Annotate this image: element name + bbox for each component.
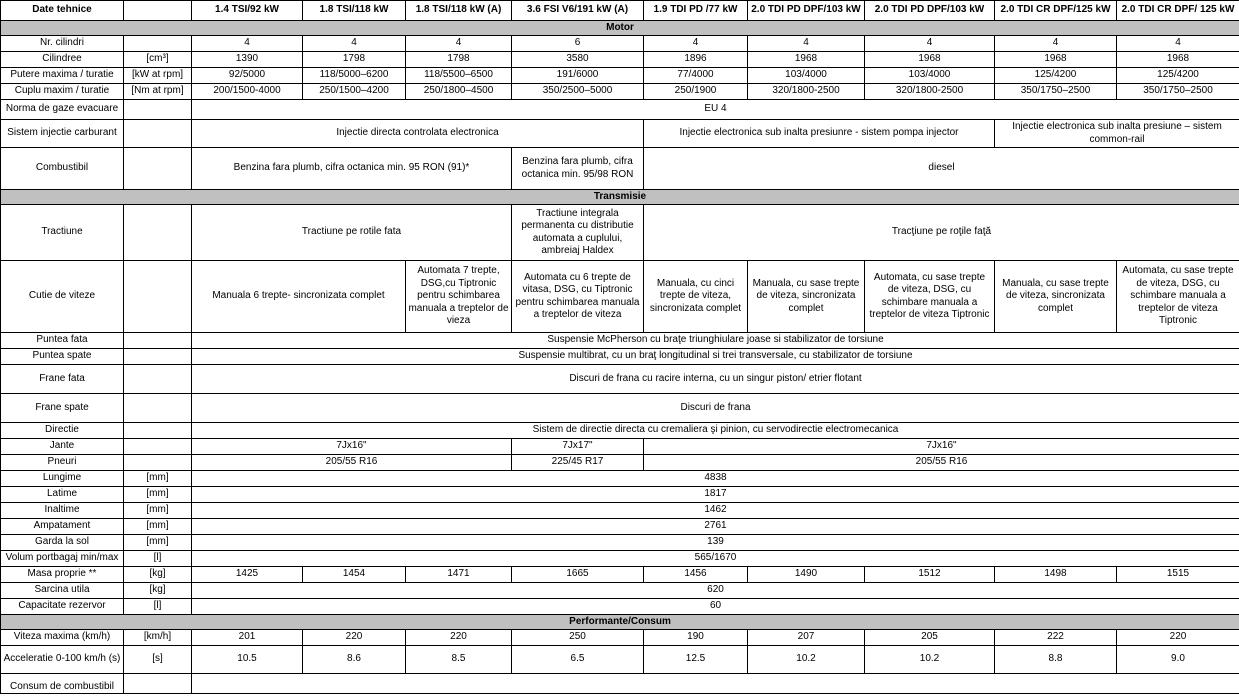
cell-merged: 139 [192,535,1239,551]
column-header: 1.4 TSI/92 kW [192,1,303,21]
cell: 8.5 [406,646,512,674]
row-label: Cuplu maxim / turatie [1,84,124,100]
row-label: Directie [1,423,124,439]
cell: 8.6 [303,646,406,674]
cell: 4 [865,36,995,52]
table-row [1,630,1239,646]
cell: 1968 [865,52,995,68]
cell: Tractiune integrala permanenta cu distributie automata a cuplului, ambreiaj Haldex [512,205,644,261]
cell: 250 [512,630,644,646]
cell-merged: Tracţiune pe roţile faţă [644,205,1239,261]
table-row [1,551,1239,567]
table-row [1,148,1239,190]
cell-merged: 205/55 R16 [192,455,512,471]
row-label: Tractiune [1,205,124,261]
cell: 1665 [512,567,644,583]
table-row [1,120,1239,148]
cell: 6.5 [512,646,644,674]
cell: Automata cu 6 trepte de vitasa, DSG, cu Tiptronic pentru schimbarea manuala a treptelor de viteza [512,261,644,333]
cell: 6 [512,36,644,52]
cell: 250/1900 [644,84,748,100]
row-label: Lungime [1,471,124,487]
header-unit-cell [124,1,192,21]
cell: 1798 [303,52,406,68]
row-label: Capacitate rezervor [1,599,124,615]
column-header: 1.9 TDI PD /77 kW [644,1,748,21]
cell: 4 [995,36,1117,52]
cell: 118/5000–6200 [303,68,406,84]
table-row [1,84,1239,100]
cell: 12.5 [644,646,748,674]
cell: 220 [1117,630,1239,646]
table-row [1,394,1239,423]
cell: 7Jx17" [512,439,644,455]
section-title-motor: Motor [1,21,1239,36]
row-label: Jante [1,439,124,455]
cell-merged: 2761 [192,519,1239,535]
cell: 1968 [995,52,1117,68]
cell: 320/1800-2500 [865,84,995,100]
table-row [1,646,1239,674]
cell: 201 [192,630,303,646]
cell: 125/4200 [1117,68,1239,84]
row-unit: [mm] [124,503,192,519]
row-unit [124,148,192,190]
cell: 77/4000 [644,68,748,84]
cell: 125/4200 [995,68,1117,84]
table-row [1,535,1239,551]
row-label: Masa proprie ** [1,567,124,583]
row-unit: [Nm at rpm] [124,84,192,100]
cell-merged: Suspensie multibrat, cu un braţ longitudinal si trei transversale, cu stabilizator de torsiune [192,349,1239,365]
row-label: Puntea fata [1,333,124,349]
cell: 4 [406,36,512,52]
section-row [1,615,1239,630]
cell-merged: Tractiune pe rotile fata [192,205,512,261]
cell: 92/5000 [192,68,303,84]
row-label: Sarcina utila [1,583,124,599]
cell-merged: Discuri de frana [192,394,1239,423]
table-row [1,503,1239,519]
cell-merged: 7Jx16" [192,439,512,455]
cell-merged: Injectie electronica sub inalta presiunre - sistem pompa injector [644,120,995,148]
row-unit [124,439,192,455]
cell: 1512 [865,567,995,583]
cell: 10.2 [748,646,865,674]
row-label: Combustibil [1,148,124,190]
cell-merged: Benzina fara plumb, cifra octanica min. 95 RON (91)* [192,148,512,190]
cell: 3580 [512,52,644,68]
row-unit [124,261,192,333]
table-row [1,52,1239,68]
table-row [1,599,1239,615]
cell: 200/1500-4000 [192,84,303,100]
cell-merged: 565/1670 [192,551,1239,567]
row-unit [124,100,192,120]
cell-merged [192,674,1239,694]
cell-merged: Discuri de frana cu racire interna, cu un singur piston/ etrier flotant [192,365,1239,394]
row-unit [124,120,192,148]
cell: 220 [406,630,512,646]
row-label: Pneuri [1,455,124,471]
cell: 103/4000 [748,68,865,84]
table-row [1,674,1239,694]
cell-merged: 1817 [192,487,1239,503]
table-row [1,487,1239,503]
row-unit: [mm] [124,487,192,503]
cell: 1798 [406,52,512,68]
row-unit: [km/h] [124,630,192,646]
table-row [1,567,1239,583]
table-row [1,68,1239,84]
cell: 10.5 [192,646,303,674]
row-unit: [cm³] [124,52,192,68]
cell: 4 [1117,36,1239,52]
cell-merged: Injectie electronica sub inalta presiune – sistem common-rail [995,120,1239,148]
row-unit [124,423,192,439]
table-row [1,261,1239,333]
cell: 320/1800-2500 [748,84,865,100]
row-unit: [kW at rpm] [124,68,192,84]
table-row [1,455,1239,471]
cell-merged: EU 4 [192,100,1239,120]
row-unit [124,349,192,365]
cell: 250/1500–4200 [303,84,406,100]
row-unit [124,394,192,423]
table-row [1,365,1239,394]
row-unit: [kg] [124,567,192,583]
cell: 1968 [748,52,865,68]
row-label: Putere maxima / turatie [1,68,124,84]
column-header: 2.0 TDI CR DPF/ 125 kW [1117,1,1239,21]
row-label: Volum portbagaj min/max [1,551,124,567]
row-label: Puntea spate [1,349,124,365]
cell: 222 [995,630,1117,646]
table-row [1,439,1239,455]
row-unit [124,205,192,261]
cell: 103/4000 [865,68,995,84]
row-unit [124,674,192,694]
row-unit: [s] [124,646,192,674]
section-row [1,190,1239,205]
cell: 10.2 [865,646,995,674]
cell-merged: Manuala 6 trepte- sincronizata complet [192,261,406,333]
cell: 1968 [1117,52,1239,68]
table-row [1,349,1239,365]
row-label: Garda la sol [1,535,124,551]
cell-merged: Injectie directa controlata electronica [192,120,644,148]
column-header: 2.0 TDI CR DPF/125 kW [995,1,1117,21]
cell-merged: 4838 [192,471,1239,487]
row-label: Latime [1,487,124,503]
column-header: 2.0 TDI PD DPF/103 kW [748,1,865,21]
cell: 4 [748,36,865,52]
row-unit [124,333,192,349]
cell: 9.0 [1117,646,1239,674]
cell: Benzina fara plumb, cifra octanica min. 95/98 RON [512,148,644,190]
row-label: Norma de gaze evacuare [1,100,124,120]
cell: 205 [865,630,995,646]
cell: Automata 7 trepte, DSG,cu Tiptronic pentru schimbarea manuala a treptelor de vieza [406,261,512,333]
column-header: 3.6 FSI V6/191 kW (A) [512,1,644,21]
row-unit [124,36,192,52]
cell: 1425 [192,567,303,583]
cell: 350/1750–2500 [1117,84,1239,100]
table-row [1,36,1239,52]
row-label: Sistem injectie carburant [1,120,124,148]
cell: Manuala, cu sase trepte de viteza, sincronizata complet [995,261,1117,333]
cell: 225/45 R17 [512,455,644,471]
row-unit: [l] [124,551,192,567]
cell: 118/5500–6500 [406,68,512,84]
cell: 4 [644,36,748,52]
table-row [1,205,1239,261]
row-unit: [mm] [124,471,192,487]
cell: 350/2500–5000 [512,84,644,100]
cell-merged: 1462 [192,503,1239,519]
cell: 1471 [406,567,512,583]
cell-merged: 205/55 R16 [644,455,1239,471]
section-title-transmisie: Transmisie [1,190,1239,205]
cell: 220 [303,630,406,646]
table-row [1,519,1239,535]
cell: 1498 [995,567,1117,583]
cell-merged: 7Jx16" [644,439,1239,455]
cell: Automata, cu sase trepte de viteza, DSG, cu schimbare manuala a treptelor de viteza Tiptronic [1117,261,1239,333]
cell-merged: 620 [192,583,1239,599]
row-unit: [l] [124,599,192,615]
column-header: 1.8 TSI/118 kW [303,1,406,21]
cell-merged: 60 [192,599,1239,615]
row-unit: [mm] [124,535,192,551]
cell: 1390 [192,52,303,68]
section-title-performante: Performante/Consum [1,615,1239,630]
row-label: Acceleratie 0-100 km/h (s) [1,646,124,674]
row-label: Nr. cilindri [1,36,124,52]
cell: 1515 [1117,567,1239,583]
cell: 207 [748,630,865,646]
cell: 1896 [644,52,748,68]
header-row [1,1,1239,21]
cell: 350/1750–2500 [995,84,1117,100]
table-row [1,333,1239,349]
row-label: Frane spate [1,394,124,423]
row-label: Frane fata [1,365,124,394]
row-label: Consum de combustibil [1,674,124,694]
row-label: Ampatament [1,519,124,535]
cell: 1490 [748,567,865,583]
header-title: Date tehnice [1,1,124,21]
cell: 1454 [303,567,406,583]
row-unit [124,365,192,394]
row-unit: [mm] [124,519,192,535]
row-label: Cutie de viteze [1,261,124,333]
table-row [1,423,1239,439]
table-row [1,100,1239,120]
cell: 1456 [644,567,748,583]
section-row [1,21,1239,36]
cell: Manuala, cu cinci trepte de viteza, sincronizata complet [644,261,748,333]
row-label: Viteza maxima (km/h) [1,630,124,646]
cell: 191/6000 [512,68,644,84]
cell: 250/1800–4500 [406,84,512,100]
cell: Automata, cu sase trepte de viteza, DSG, cu schimbare manuala a treptelor de viteza Tiptronic [865,261,995,333]
cell: 190 [644,630,748,646]
cell-merged: diesel [644,148,1239,190]
row-label: Inaltime [1,503,124,519]
cell-merged: Sistem de directie directa cu cremaliera şi pinion, cu servodirectie electromecanica [192,423,1239,439]
row-unit: [kg] [124,583,192,599]
cell: 8.8 [995,646,1117,674]
cell: 4 [303,36,406,52]
table-row [1,583,1239,599]
cell: Manuala, cu sase trepte de viteza, sincronizata complet [748,261,865,333]
table-row [1,471,1239,487]
cell: 4 [192,36,303,52]
row-unit [124,455,192,471]
row-label: Cilindree [1,52,124,68]
column-header: 2.0 TDI PD DPF/103 kW [865,1,995,21]
cell-merged: Suspensie McPherson cu braţe triunghiulare joase si stabilizator de torsiune [192,333,1239,349]
column-header: 1.8 TSI/118 kW (A) [406,1,512,21]
